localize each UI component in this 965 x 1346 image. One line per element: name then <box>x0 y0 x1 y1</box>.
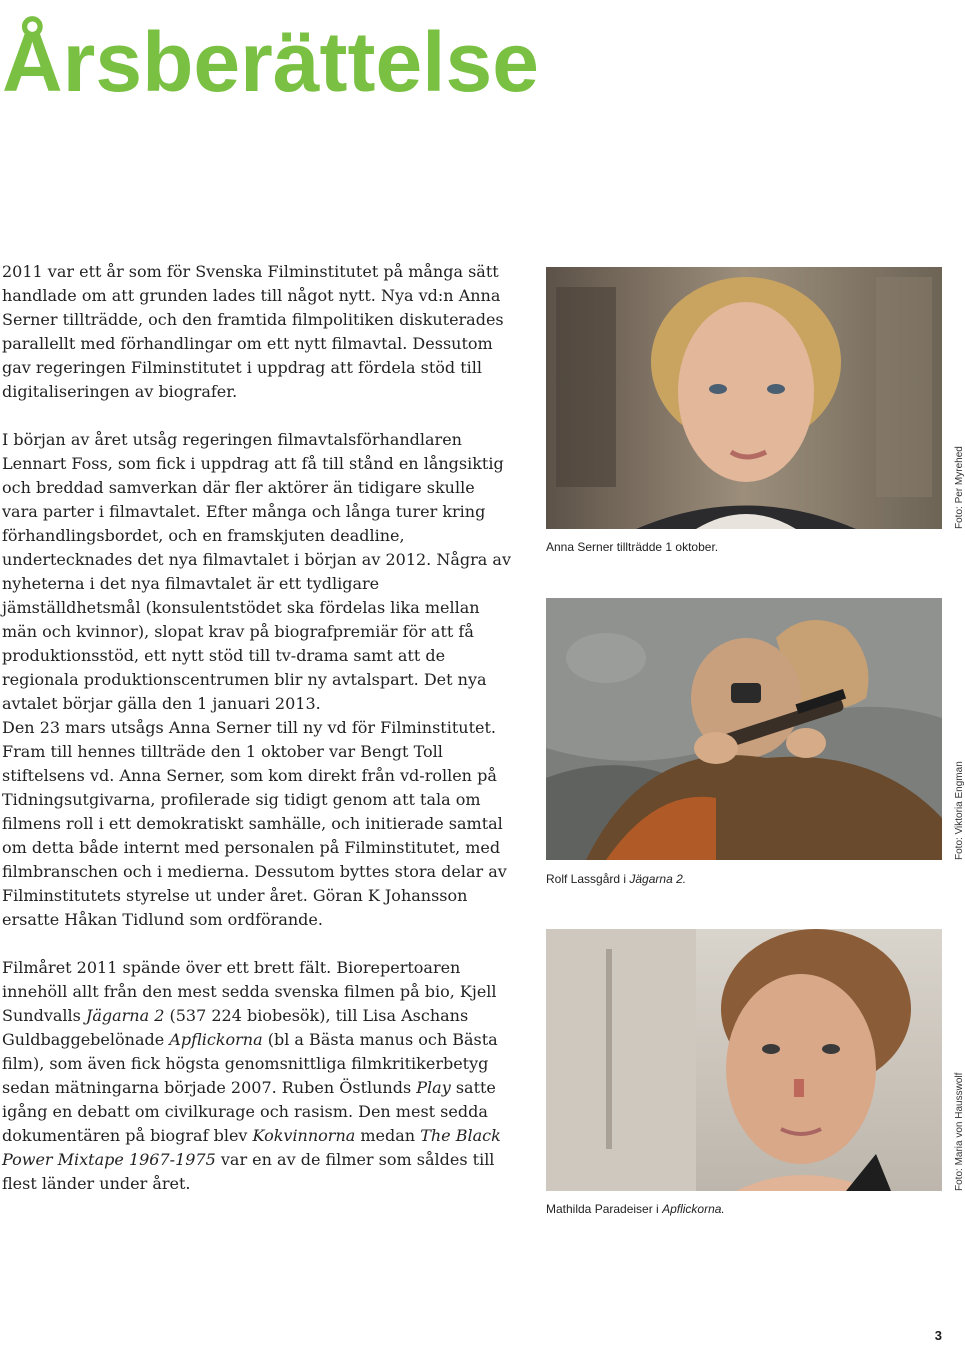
caption-photo-2: Rolf Lassgård i Jägarna 2. <box>546 872 687 886</box>
page-title: Årsberättelse <box>2 15 539 109</box>
credit-photo-2: Foto: Viktoria Engman <box>954 761 965 860</box>
caption-photo-3: Mathilda Paradeiser i Apflickorna. <box>546 1202 725 1216</box>
photo-mathilda-paradeiser <box>546 929 942 1191</box>
caption-photo-1: Anna Serner tillträdde 1 oktober. <box>546 540 719 554</box>
photo-rolf-lassgard <box>546 598 942 860</box>
credit-photo-1: Foto: Per Myrehed <box>954 446 965 529</box>
page-number: 3 <box>934 1328 942 1343</box>
paragraph-filmavtal: I början av året utsåg regeringen filmavtalsförhandlaren Lennart Foss, som fick i uppdrag att få till stånd en långsiktig och breddad samverkan där fler aktörer än tidigare skulle vara parter i filmavtalet. Efter många och långa turer kring förhandlingsbordet, och en framskjuten deadline, undertecknades det nya filmavtalet i början av 2012. Några av nyheterna i det nya filmavtalet är ett tydligare jämställdhetsmål (konsulentstödet ska fördelas lika mellan män och kvinnor), slopat krav på biografpremiär för att få produktionsstöd, ett nytt stöd till tv-drama samt att de regionala produktionscentrumen blir ny avtalspart. Det nya avtalet börjar gälla den 1 januari 2013. <box>2 430 511 713</box>
paragraph-new-ceo: Den 23 mars utsågs Anna Serner till ny vd för Filminstitutet. Fram till hennes tillträde den 1 oktober var Bengt Toll stiftelsens vd. Anna Serner, som kom direkt från vd-rollen på Tidningsutgivarna, profilerade sig tidigt genom att tala om filmens roll i ett demokratiskt samhälle, och initierade samtal om detta både internt med personalen på Filminstitutet, med filmbranschen och i medierna. Dessutom byttes stora delar av Filminstitutets styrelse ut under året. Göran K Johansson ersatte Håkan Tidlund som ordförande. <box>2 718 507 929</box>
paragraph-film-year: Filmåret 2011 spände över ett brett fält. Biorepertoaren innehöll allt från den mest sedda svenska filmen på bio, Kjell Sundvalls Jägarna 2 (537 224 biobesök), till Lisa Aschans Guldbaggebelönade Apflickorna (bl a Bästa manus och Bästa film), som även fick högsta genomsnittliga filmkritikerbetyg sedan mätningarna började 2007. Ruben Östlunds Play satte igång en debatt om civilkurage och rasism. Den mest sedda dokumentären på biograf blev Kokvinnorna medan The Black Power Mixtape 1967-1975 var en av de filmer som såldes till flest länder under året. <box>2 958 501 1193</box>
paragraph-intro: 2011 var ett år som för Svenska Filminstitutet på många sätt handlade om att grunden lades till något nytt. Nya vd:n Anna Serner tillträdde, och den framtida filmpolitiken diskuterades parallellt med förhandlingar om ett nytt filmavtal. Dessutom gav regeringen Filminstitutet i uppdrag att fördela stöd till digitaliseringen av biografer. <box>2 262 504 401</box>
credit-photo-3: Foto: Maria von Hausswolf <box>954 1072 965 1191</box>
photo-anna-serner <box>546 267 942 529</box>
